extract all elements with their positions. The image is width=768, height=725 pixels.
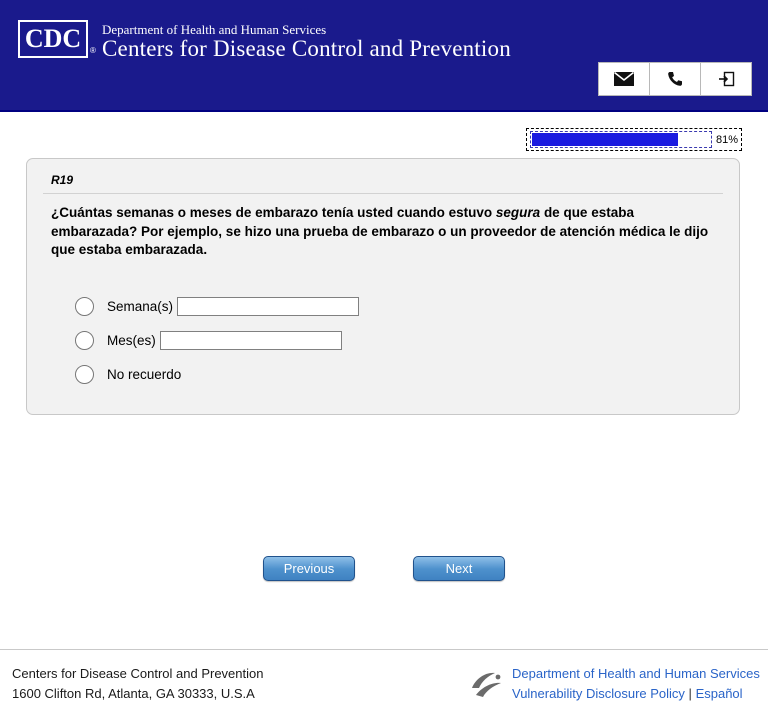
phone-icon[interactable]: [649, 62, 701, 96]
question-text-part2: de que estaba embarazada? Por ejemplo, se hizo una prueba de embarazo o un proveedor de atención médica le dijo que estaba embarazada.: [51, 205, 709, 258]
footer-address: 1600 Clifton Rd, Atlanta, GA 30333, U.S.A: [12, 686, 255, 702]
header-icon-group: [599, 62, 752, 96]
radio-dont-remember[interactable]: [75, 365, 94, 384]
footer-link-separator: |: [688, 686, 692, 702]
progress-bar-fill: [532, 133, 678, 146]
option-row-weeks[interactable]: [75, 290, 723, 324]
cdc-logo-text: CDC: [24, 24, 82, 53]
months-input[interactable]: [160, 331, 342, 350]
footer-links: [512, 664, 760, 704]
question-id: R19: [51, 173, 74, 187]
option-label-dont-remember: No recuerdo: [107, 367, 182, 383]
cdc-logo[interactable]: [18, 20, 88, 58]
question-text-emphasis: segura: [495, 205, 541, 220]
progress-percent-label: 81%: [715, 133, 738, 146]
previous-button[interactable]: Previous: [263, 556, 355, 581]
navigation-buttons: [0, 556, 768, 581]
agency-department-name: Department of Health and Human Services: [102, 22, 327, 37]
progress-indicator: [526, 128, 742, 151]
mail-glyph: [614, 72, 634, 86]
survey-content: [0, 112, 768, 652]
footer-org-name: Centers for Disease Control and Prevention: [12, 666, 264, 681]
site-header: [0, 0, 768, 112]
option-label-months: Mes(es): [107, 333, 156, 349]
phone-glyph: [667, 71, 683, 87]
radio-weeks[interactable]: [75, 297, 94, 316]
login-icon[interactable]: [700, 62, 752, 96]
option-row-dont-remember[interactable]: [75, 358, 723, 392]
next-button[interactable]: Next: [413, 556, 505, 581]
question-panel: [26, 158, 740, 415]
mail-icon[interactable]: [598, 62, 650, 96]
agency-title: Centers for Disease Control and Prevention: [102, 36, 511, 61]
site-footer: [0, 649, 768, 725]
question-text: [51, 204, 719, 260]
question-text-part1: ¿Cuántas semanas o meses de embarazo tenía usted cuando estuvo: [51, 205, 496, 220]
option-row-months[interactable]: [75, 324, 723, 358]
option-label-weeks: Semana(s): [107, 299, 174, 315]
footer-link-vulnerability-disclosure-policy[interactable]: Vulnerability Disclosure Policy: [512, 686, 685, 702]
weeks-input[interactable]: [177, 297, 359, 316]
hhs-seal-icon: [468, 668, 506, 702]
footer-link-hhs[interactable]: Department of Health and Human Services: [512, 666, 760, 681]
radio-months[interactable]: [75, 331, 94, 350]
progress-bar: [530, 131, 712, 148]
login-glyph: [718, 71, 735, 87]
footer-address-block: [12, 664, 263, 704]
registered-trademark-icon: ®: [90, 46, 96, 55]
footer-link-espanol[interactable]: Español: [695, 686, 743, 702]
panel-divider: [43, 193, 723, 194]
answer-options: [75, 290, 723, 392]
hhs-seal-glyph: [468, 668, 506, 702]
